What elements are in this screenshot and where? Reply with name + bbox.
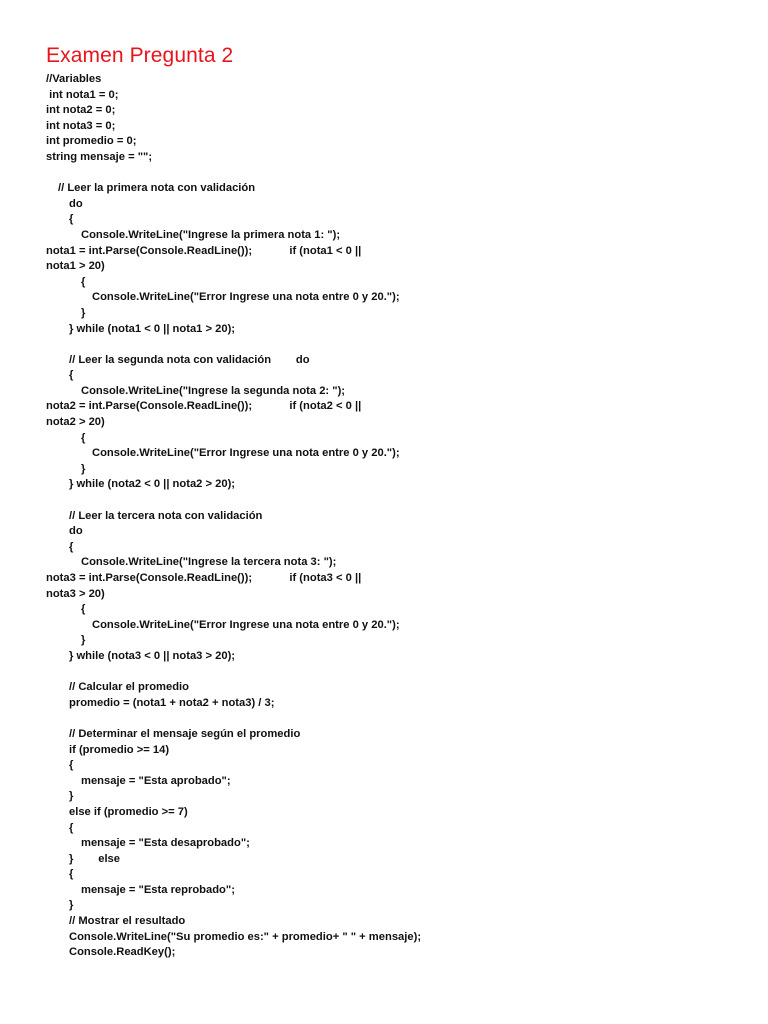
- code-line: // Determinar el mensaje según el promedio: [69, 727, 301, 740]
- code-line: nota3 = int.Parse(Console.ReadLine()); if (nota3 < 0 ||: [46, 572, 362, 584]
- code-line: Console.WriteLine("Error Ingrese una nota entre 0 y 20.");: [92, 447, 400, 460]
- code-line: {: [69, 821, 74, 834]
- code-line: do: [69, 525, 83, 538]
- code-line: } else: [69, 852, 120, 865]
- code-line: // Leer la primera nota con validación: [58, 182, 256, 195]
- code-line: {: [69, 369, 74, 382]
- code-line: }: [81, 634, 86, 647]
- code-line: }: [69, 899, 74, 912]
- code-line: Console.WriteLine("Ingrese la tercera nota 3: ");: [81, 556, 337, 569]
- code-line: mensaje = "Esta desaprobado";: [81, 837, 250, 850]
- code-line: nota2 > 20): [46, 416, 105, 429]
- blank-line: [0, 711, 768, 727]
- code-line: {: [69, 213, 74, 226]
- code-line: Console.WriteLine("Su promedio es:" + promedio+ " " + mensaje);: [69, 930, 422, 943]
- code-line: } while (nota2 < 0 || nota2 > 20);: [69, 478, 236, 491]
- code-line: nota1 = int.Parse(Console.ReadLine()); if (nota1 < 0 ||: [46, 244, 362, 257]
- code-line: }: [81, 462, 86, 475]
- code-line: Console.ReadKey();: [69, 946, 176, 959]
- code-line: Console.WriteLine("Error Ingrese una nota entre 0 y 20.");: [92, 618, 400, 631]
- code-line: do: [69, 197, 83, 210]
- code-line: else if (promedio >= 7): [69, 805, 188, 818]
- code-line: {: [69, 868, 74, 881]
- code-line: int nota3 = 0;: [46, 119, 116, 132]
- code-block: [0, 72, 768, 961]
- blank-line: [0, 337, 768, 353]
- code-line: }: [69, 790, 74, 803]
- code-line: // Calcular el promedio: [69, 681, 189, 694]
- code-line: int nota2 = 0;: [46, 104, 116, 117]
- code-line: Console.WriteLine("Ingrese la segunda nota 2: ");: [81, 384, 346, 397]
- code-line: } while (nota3 < 0 || nota3 > 20);: [69, 649, 236, 662]
- code-line: Console.WriteLine("Ingrese la primera nota 1: ");: [81, 228, 341, 241]
- code-line: nota2 = int.Parse(Console.ReadLine()); if (nota2 < 0 ||: [46, 400, 362, 413]
- code-line: // Leer la segunda nota con validación do: [69, 353, 310, 366]
- code-line: } while (nota1 < 0 || nota1 > 20);: [69, 322, 236, 335]
- code-line: int promedio = 0;: [46, 135, 137, 148]
- code-line: // Mostrar el resultado: [69, 915, 186, 928]
- code-line: mensaje = "Esta reprobado";: [81, 883, 235, 896]
- code-line: nota1 > 20): [46, 260, 105, 273]
- code-line: int nota1 = 0;: [46, 88, 119, 101]
- code-line: if (promedio >= 14): [69, 743, 170, 756]
- code-line: Console.WriteLine("Error Ingrese una nota entre 0 y 20.");: [92, 291, 400, 304]
- code-line: {: [81, 603, 86, 616]
- code-line: promedio = (nota1 + nota2 + nota3) / 3;: [69, 696, 275, 709]
- blank-line: [0, 493, 768, 509]
- blank-line: [0, 166, 768, 182]
- code-line: }: [81, 306, 86, 319]
- code-line: //Variables: [46, 73, 102, 85]
- code-line: {: [81, 275, 86, 288]
- code-line: nota3 > 20): [46, 587, 105, 600]
- code-line: {: [69, 759, 74, 772]
- code-line: // Leer la tercera nota con validación: [69, 509, 263, 522]
- code-line: mensaje = "Esta aprobado";: [81, 774, 231, 787]
- blank-line: [0, 665, 768, 681]
- document-title: Examen Pregunta 2: [46, 44, 234, 67]
- code-line: string mensaje = "";: [46, 150, 153, 163]
- code-line: {: [81, 431, 86, 444]
- code-line: {: [69, 540, 74, 553]
